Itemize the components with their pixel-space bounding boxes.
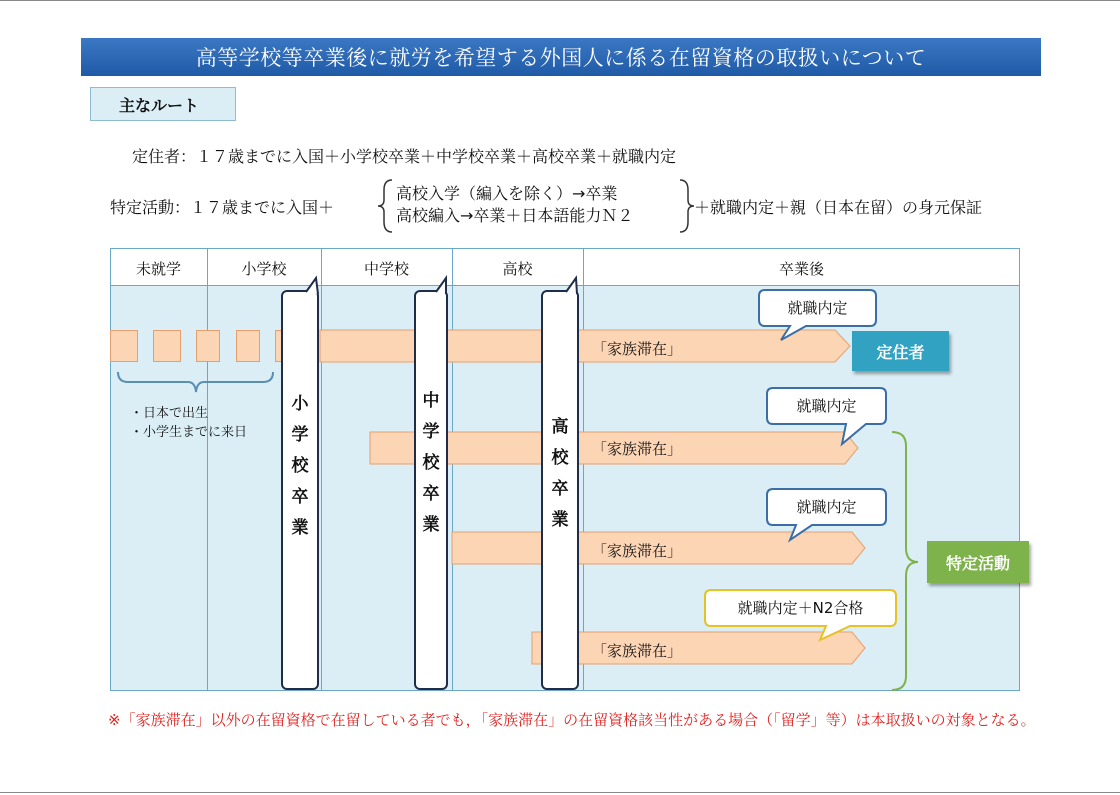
tokutei-route-prefix: 特定活動：１７歳までに入国＋: [110, 198, 335, 217]
pillar-char: 校: [422, 453, 440, 473]
pillar-char: 校: [291, 456, 309, 476]
pillar-char: 卒: [291, 487, 309, 507]
pillar-char: 卒: [422, 484, 440, 504]
pillar-char: 小: [291, 394, 309, 414]
page-title: 高等学校等卒業後に就労を希望する外国人に係る在留資格の取扱いについて: [81, 38, 1041, 76]
pillar-char: 高: [551, 417, 569, 437]
header-junior-high: 中学校: [363, 259, 409, 278]
pillar-char: 校: [551, 448, 569, 468]
bubble-employment-n2: 就職内定＋N2合格: [737, 599, 864, 617]
tokutei-option-2: 高校編入→卒業＋日本語能力Ｎ２: [396, 206, 634, 225]
tokutei-option-1: 高校入学（編入を除く）→卒業: [396, 184, 618, 203]
bubble-employment-1: 就職内定: [787, 299, 848, 317]
pillar-char: 業: [291, 518, 309, 538]
header-high-school: 高校: [502, 259, 533, 278]
header-elementary: 小学校: [241, 259, 287, 278]
teijusha-route-text: 定住者：１７歳までに入国＋小学校卒業＋中学校卒業＋高校卒業＋就職内定: [132, 147, 677, 166]
note-arrived-by-elementary: ・小学生までに来日: [130, 425, 248, 440]
tokutei-route-suffix: ＋就職内定＋親（日本在留）の身元保証: [694, 198, 983, 217]
header-after-graduation: 卒業後: [778, 259, 824, 278]
pillar-char: 業: [551, 510, 569, 530]
pillar-char: 中: [422, 391, 440, 411]
footnote: ※「家族滞在」以外の在留資格で在留している者でも，「家族滞在」の在留資格該当性がある場合（「留学」等）は本取扱いの対象となる。: [108, 711, 1036, 729]
pillar-char: 卒: [551, 479, 569, 499]
header-preschool: 未就学: [135, 259, 181, 278]
status-teijusha: 定住者: [852, 331, 949, 371]
bubble-employment-2: 就職内定: [796, 397, 857, 415]
stay-label-4: 「家族滞在」: [592, 642, 683, 660]
pillar-char: 業: [422, 515, 440, 535]
stay-label-1: 「家族滞在」: [592, 340, 683, 358]
pillar-char: 学: [422, 422, 440, 442]
status-tokutei-katsudo: 特定活動: [927, 541, 1029, 583]
route-label: 主なルート: [90, 87, 236, 121]
bubble-employment-3: 就職内定: [796, 498, 857, 516]
stay-label-3: 「家族滞在」: [592, 542, 683, 560]
note-born-in-japan: ・日本で出生: [130, 406, 209, 421]
stay-label-2: 「家族滞在」: [592, 440, 683, 458]
pillar-char: 学: [291, 425, 309, 445]
